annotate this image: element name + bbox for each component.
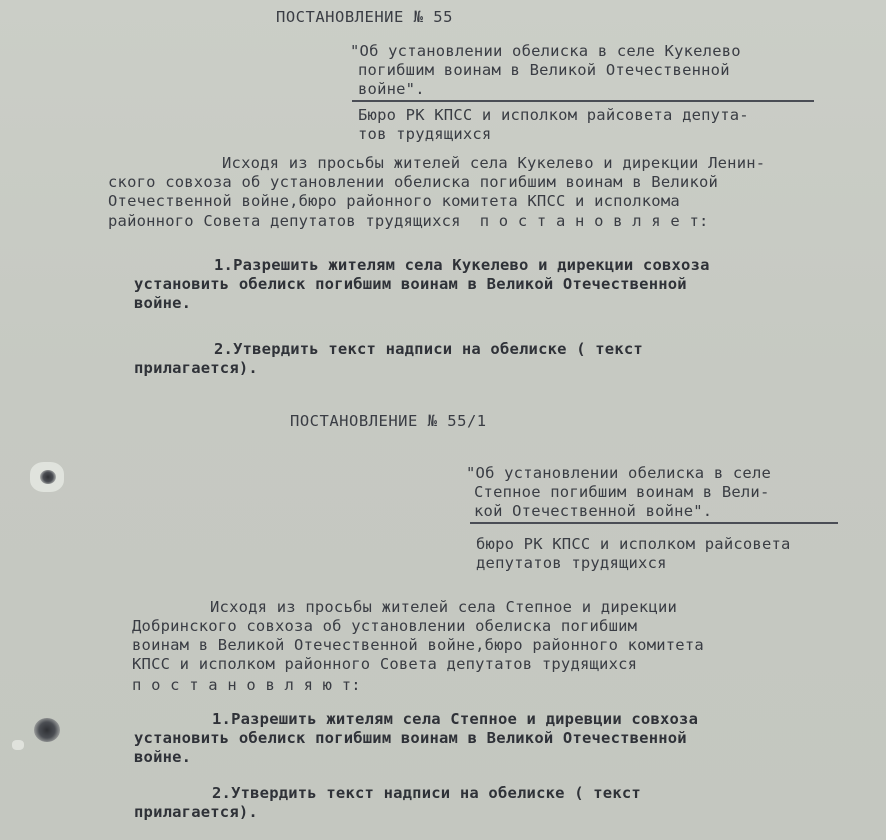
decree-2-heading: ПОСТАНОВЛЕНИЕ № 55/1 [290, 412, 487, 430]
decree-2-issuer-line: бюро РК КПСС и исполком райсовета [476, 535, 791, 553]
decree-2-title-line: Степное погибшим воинам в Вели- [474, 483, 770, 501]
punch-hole [34, 718, 60, 742]
decree-1-item-1-line: войне. [134, 294, 192, 312]
paper-damage-mark [12, 740, 24, 750]
decree-1-title-line: погибшим воинам в Великой Отечественной [358, 61, 730, 79]
decree-1-preamble-line: Отечественной войне,бюро районного комитета КПСС и исполкома [108, 192, 680, 210]
punch-hole [40, 470, 56, 484]
decree-1-preamble-line: ского совхоза об установлении обелиска погибшим воинам в Великой [108, 173, 719, 191]
decree-1-preamble-line: районного Совета депутатов трудящихся п о с т а н о в л я е т: [108, 212, 709, 230]
decree-2-item-1-line: 1.Разрешить жителям села Степное и диревции совхоза [212, 710, 699, 728]
decree-1-issuer-line: Бюро РК КПСС и исполком райсовета депута- [358, 106, 749, 124]
decree-1-item-1-line: установить обелиск погибшим воинам в Великой Отечественной [134, 275, 687, 293]
title-underline [352, 100, 814, 102]
decree-2-item-2-line: 2.Утвердить текст надписи на обелиске ( текст [212, 784, 641, 802]
decree-2-preamble-line: Исходя из просьбы жителей села Степное и дирекции [210, 598, 678, 616]
decree-2-item-1-line: войне. [134, 748, 192, 766]
title-underline [470, 522, 838, 524]
decree-1-item-2-line: 2.Утвердить текст надписи на обелиске ( текст [214, 340, 643, 358]
decree-2-preamble-line: Добринского совхоза об установлении обелиска погибшим [132, 617, 638, 635]
decree-1-title-line: "Об установлении обелиска в селе Кукелево [350, 42, 741, 60]
decree-2-issuer-line: депутатов трудящихся [476, 554, 667, 572]
decree-1-item-1-line: 1.Разрешить жителям села Кукелево и дирекции совхоза [214, 256, 710, 274]
decree-2-preamble-line: КПСС и исполком районного Совета депутатов трудящихся [132, 655, 638, 673]
decree-2-title-line: "Об установлении обелиска в селе [466, 464, 772, 482]
decree-2-title-line: кой Отечественной войне". [474, 502, 713, 520]
decree-1-title-line: войне". [358, 80, 425, 98]
decree-2-preamble-line: п о с т а н о в л я ю т: [132, 676, 361, 694]
decree-2-item-2-line: прилагается). [134, 803, 258, 821]
decree-1-issuer-line: тов трудящихся [358, 125, 492, 143]
decree-1-preamble-line: Исходя из просьбы жителей села Кукелево и дирекции Ленин- [222, 154, 766, 172]
decree-2-preamble-line: воинам в Великой Отечественной войне,бюро районного комитета [132, 636, 704, 654]
decree-1-item-2-line: прилагается). [134, 359, 258, 377]
decree-2-item-1-line: установить обелиск погибшим воинам в Великой Отечественной [134, 729, 687, 747]
decree-1-heading: ПОСТАНОВЛЕНИЕ № 55 [276, 8, 453, 26]
